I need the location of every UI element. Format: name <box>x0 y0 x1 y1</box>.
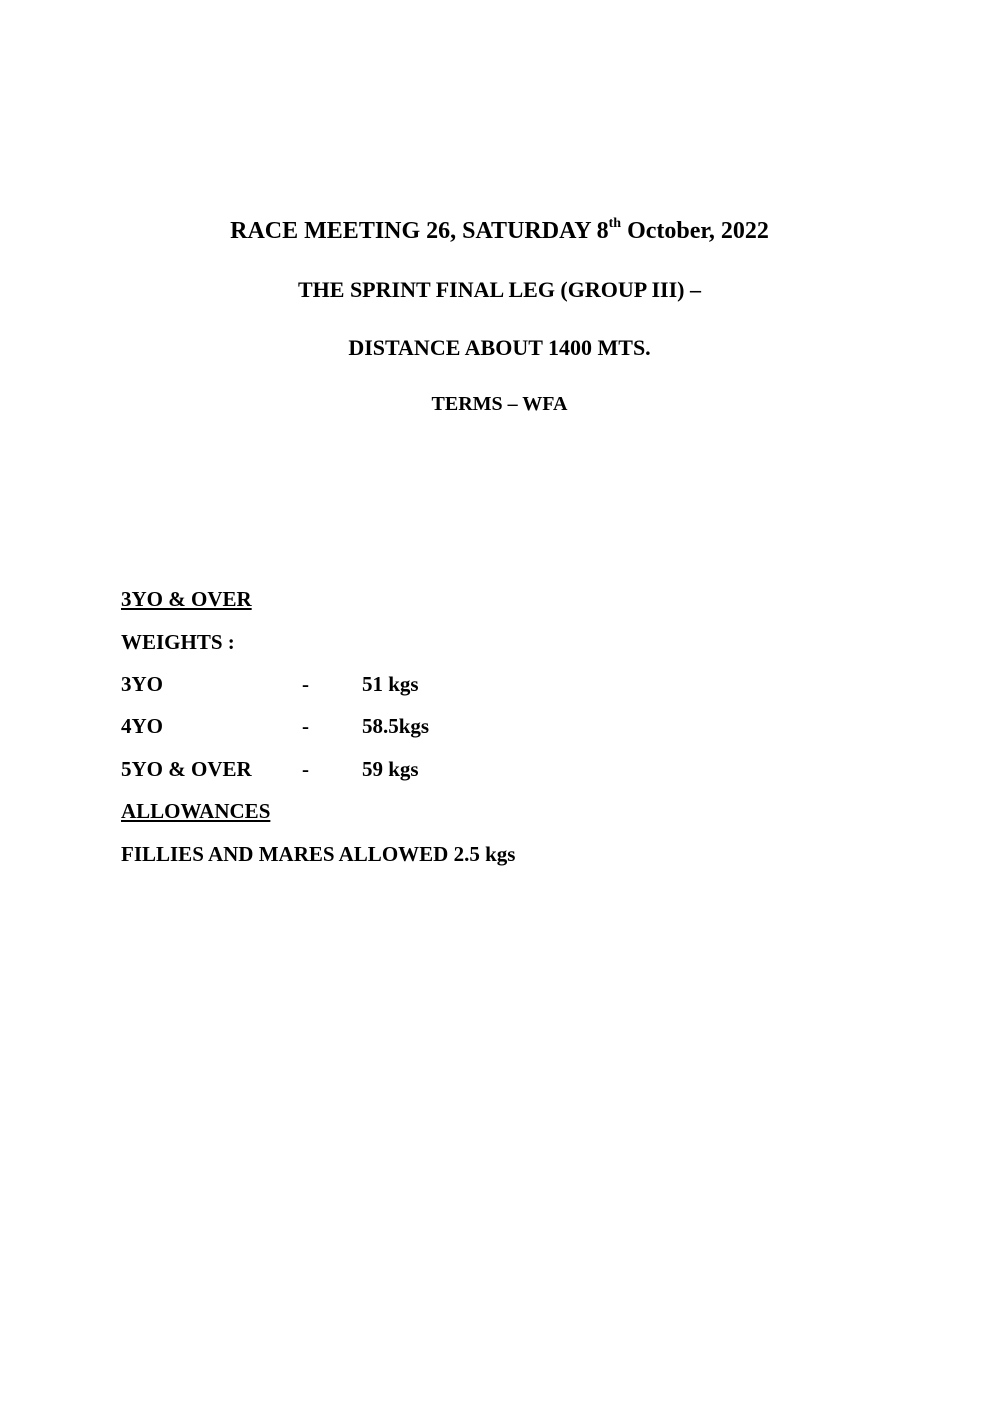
weight-row <box>121 672 621 700</box>
weight-value: 51 kgs <box>362 672 419 696</box>
weight-age: 5YO & OVER <box>121 757 252 781</box>
eligibility-heading: 3YO & OVER <box>121 587 252 611</box>
date-ordinal-suffix: th <box>608 216 622 231</box>
race-distance: DISTANCE ABOUT 1400 MTS. <box>348 335 651 360</box>
allowances-heading: ALLOWANCES <box>121 799 271 823</box>
race-terms: TERMS – WFA <box>431 393 568 415</box>
meeting-title-main: RACE MEETING 26, SATURDAY 8 <box>230 218 609 244</box>
weight-dash: - <box>302 714 309 738</box>
meeting-title-rest: October, 2022 <box>621 218 769 244</box>
weight-row <box>121 714 621 742</box>
weight-value: 59 kgs <box>362 757 419 781</box>
meeting-title <box>0 218 999 245</box>
weight-row <box>121 757 621 785</box>
race-name: THE SPRINT FINAL LEG (GROUP III) – <box>297 277 701 302</box>
weight-dash: - <box>302 757 309 781</box>
weight-value: 58.5kgs <box>362 714 430 738</box>
weight-dash: - <box>302 672 309 696</box>
weight-age: 4YO <box>121 714 163 738</box>
weight-age: 3YO <box>121 672 163 696</box>
allowances-text: FILLIES AND MARES ALLOWED 2.5 kgs <box>121 842 516 866</box>
weights-label: WEIGHTS : <box>121 630 235 654</box>
